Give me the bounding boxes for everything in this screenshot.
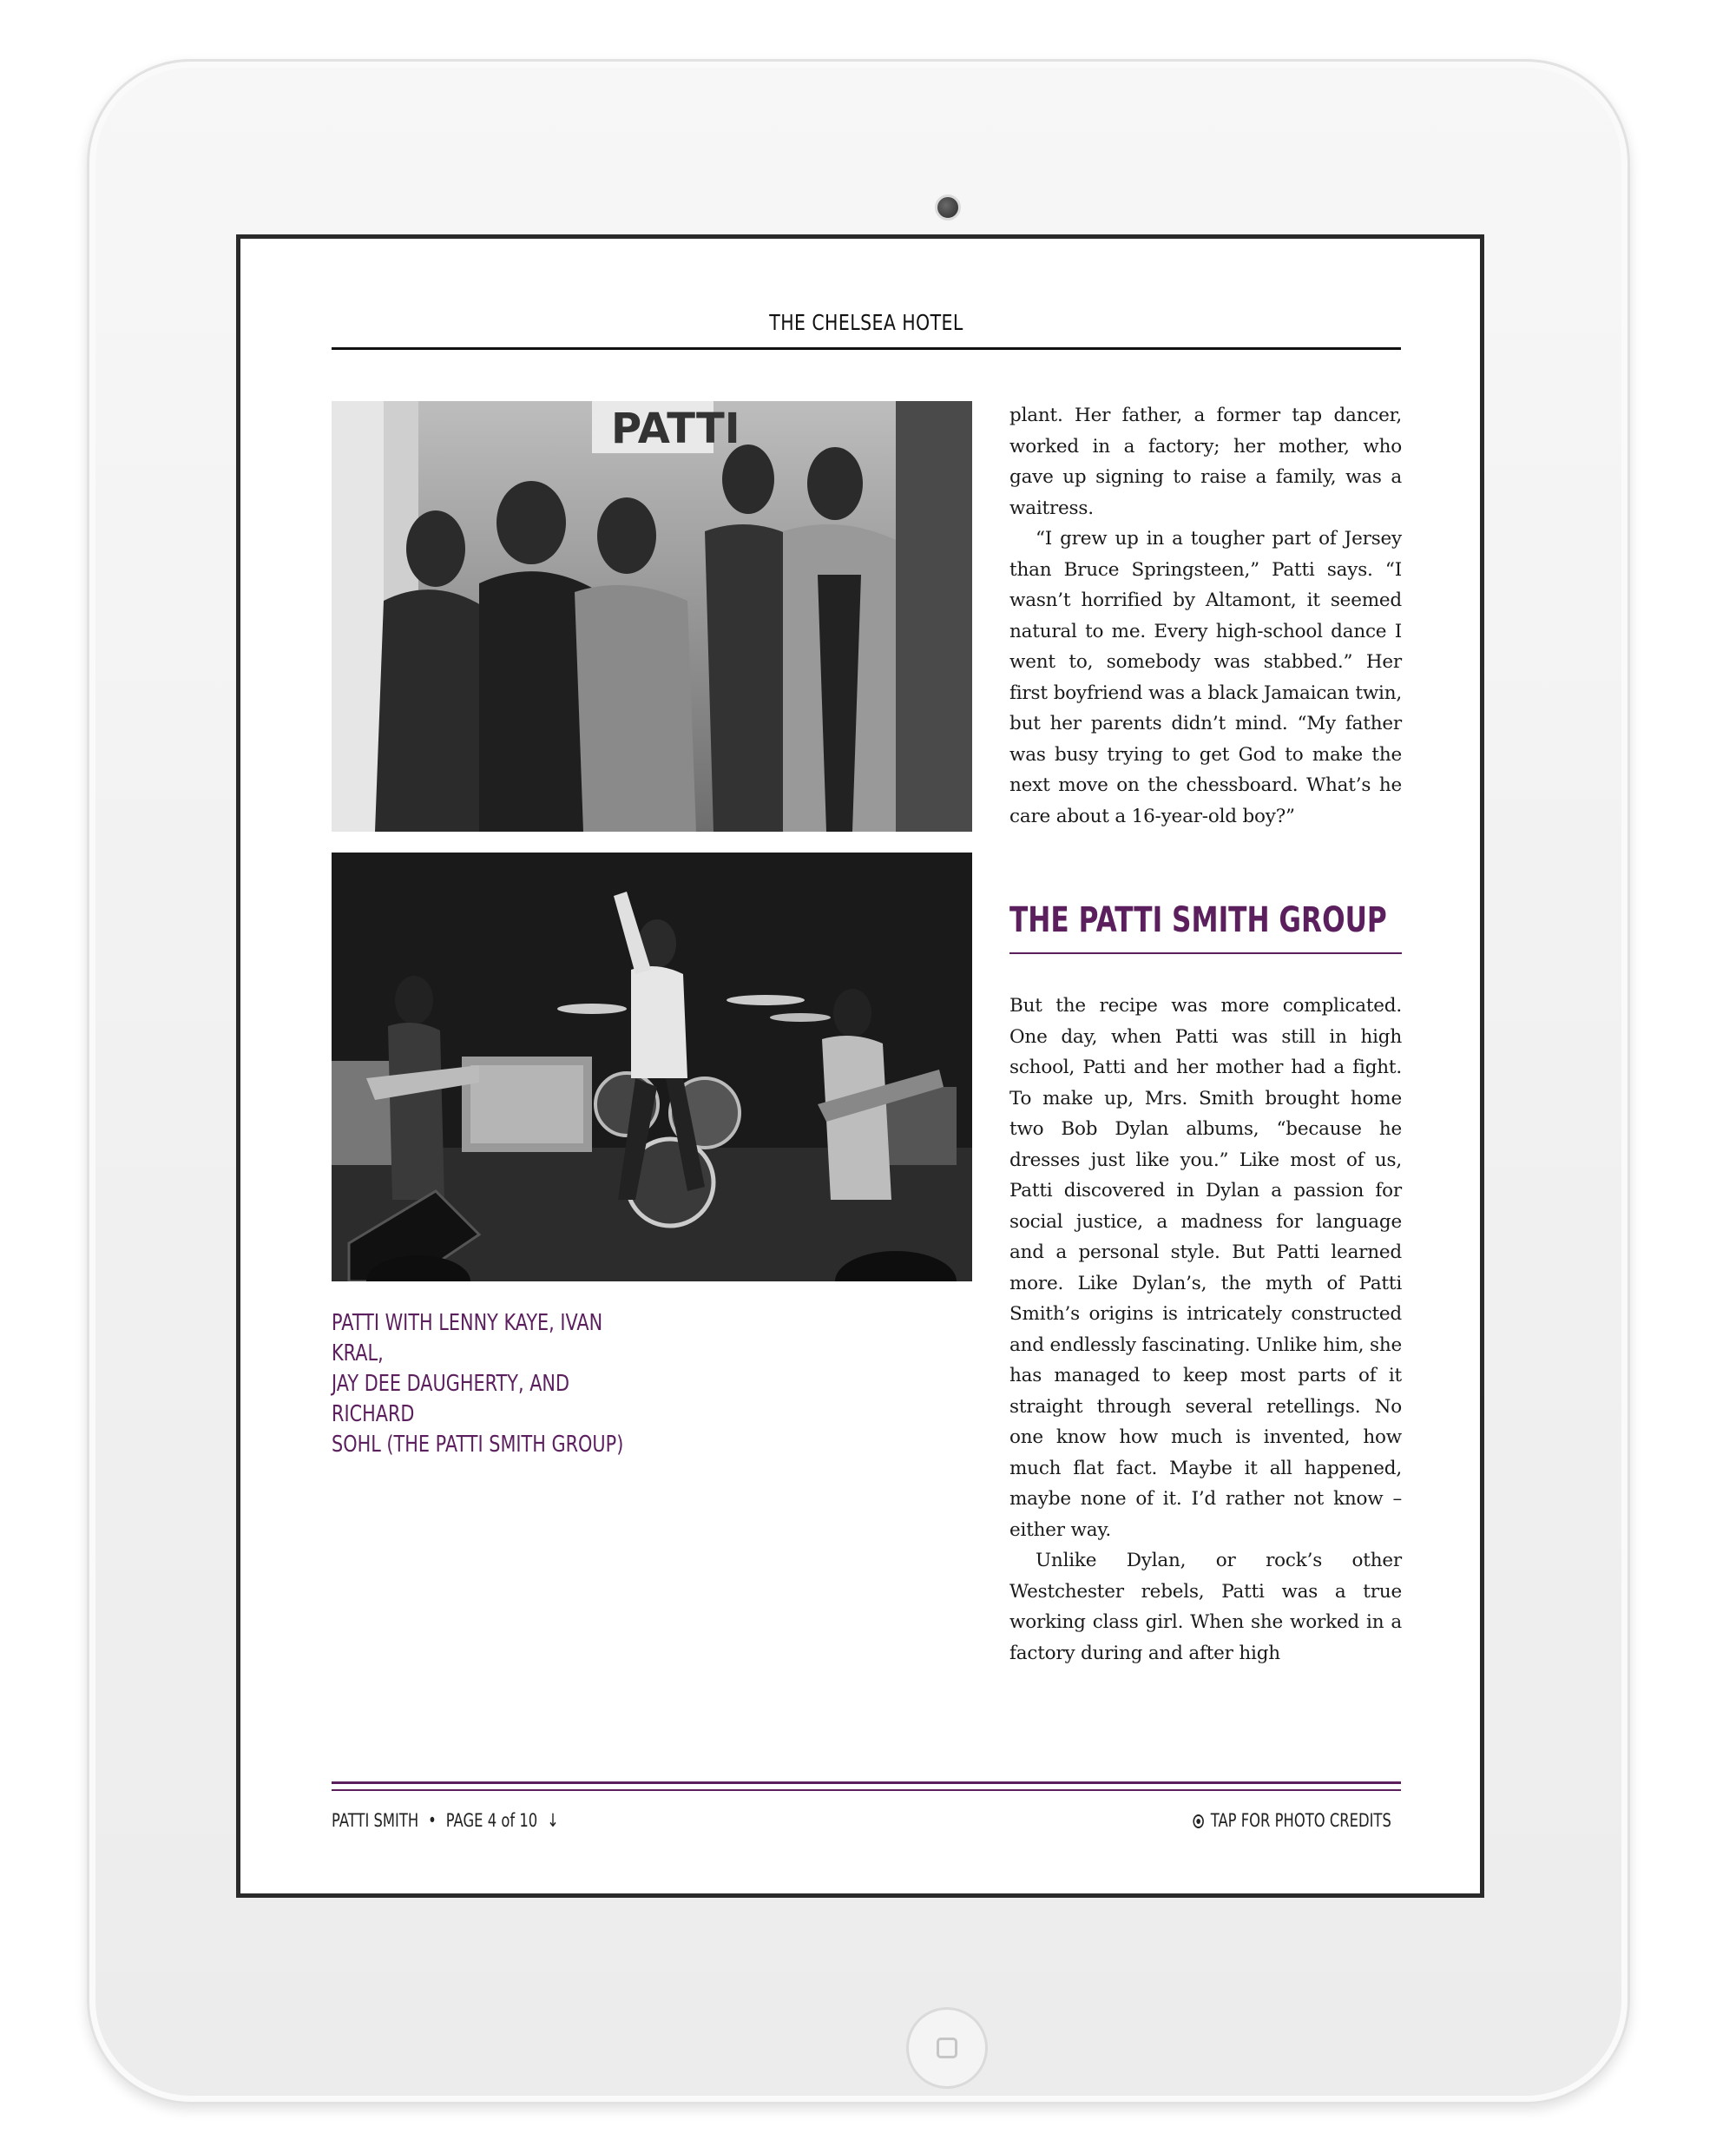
article-paragraph: “I grew up in a tougher part of Jersey than Bruce Springsteen,” Patti says. “I wasn’t horrified by Altamont, it seemed natural to me. Every high-school dance I went to, somebody was stabbed.” Her first boyfriend was a black Jamaican twin, but her parents didn’t mind. “My father was busy trying to get God to make the next move on the chessboard. What’s he care about a 16-year-old boy?” [1009,528,1402,827]
sign-text: PATTI [611,405,740,453]
page-number: PAGE 4 of 10 [445,1810,538,1831]
article-paragraph: plant. Her father, a former tap dancer, worked in a factory; her mother, who gave up signing to raise a family, was a waitress. [1009,405,1402,519]
band-group-photo-image [332,401,972,832]
target-icon [1194,1814,1204,1828]
band-concert-photo-image [332,853,972,1281]
band-concert-photo[interactable] [332,853,972,1281]
photo-credits-label: TAP FOR PHOTO CREDITS [1210,1810,1391,1831]
header-divider [332,347,1401,350]
screen [236,234,1484,1898]
page-title: THE CHELSEA HOTEL [769,310,963,335]
photo-credits-button[interactable] [1194,1810,1391,1831]
camera-icon [935,194,961,221]
article-column-top [1009,400,1402,832]
arrow-down-icon[interactable]: ↓ [547,1810,559,1831]
page-indicator[interactable] [332,1810,559,1831]
section-heading: THE PATTI SMITH GROUP [1009,900,1387,940]
article-paragraph: Unlike Dylan, or rock’s other Westchester rebels, Patti was a true working class girl. When she worked in a factory during and after high [1009,1550,1402,1664]
footer-divider [332,1781,1401,1784]
home-button[interactable] [906,2007,988,2089]
article-paragraph: But the recipe was more complicated. One day, when Patti was still in high school, Patti and her mother had a fight. To make up, Mrs. Smith brought home two Bob Dylan albums, “because he dresses just like you.” Like most of us, Patti discovered in Dylan a passion for social justice, a madness for language and a personal style. But Patti learned more. Like Dylan’s, the myth of Patti Smith’s origins is intricately constructed and endlessly fascinating. Unlike him, she has managed to keep most parts of it straight through several retellings. No one know how much is invented, how much flat fact. Maybe it all happened, maybe none of it. I’d rather not know –either way. [1009,995,1402,1541]
photo-caption: PATTI WITH LENNY KAYE, IVAN KRAL, JAY DEE DAUGHERTY, AND RICHARD SOHL (THE PATTI SMITH GROUP) [332,1310,624,1458]
footer-divider [332,1789,1401,1791]
home-square-icon [937,2038,957,2058]
book-title: PATTI SMITH [332,1810,419,1831]
separator-dot: • [428,1810,437,1831]
band-group-photo[interactable] [332,401,972,832]
article-column-bottom [1009,991,1402,1669]
section-heading-divider [1009,952,1402,954]
